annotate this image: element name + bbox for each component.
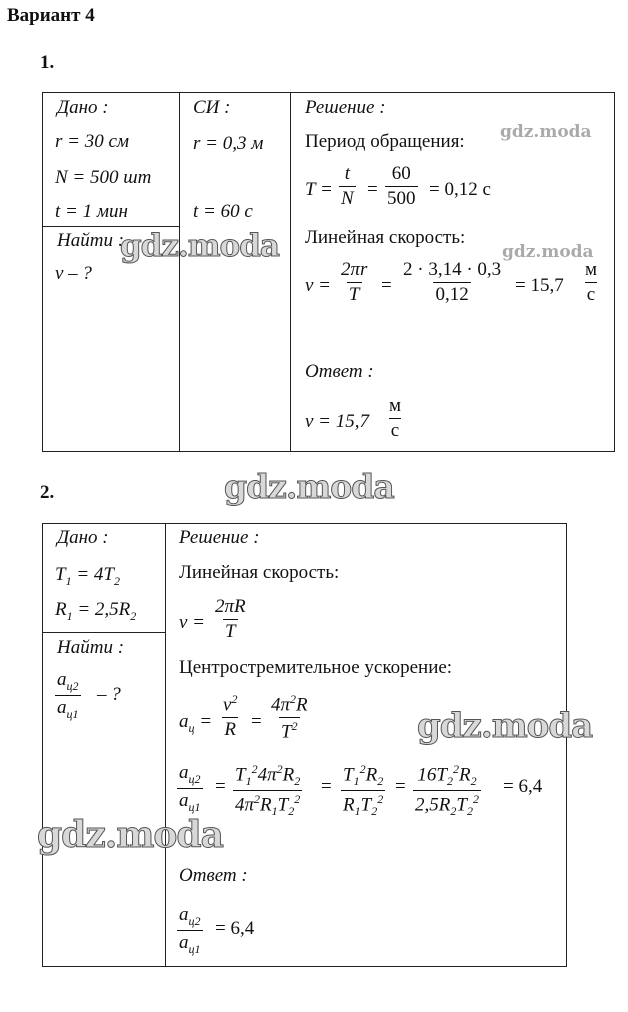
page-title: Вариант 4 [7, 5, 95, 26]
watermark-3: gdz.moda [417, 706, 593, 746]
problem-1-table: Дано : r = 30 см N = 500 шт t = 1 мин Найти : v – ? СИ : r = 0,3 м t = 60 с Решение : Период обращения: T = $\frac{t}{N}$ = $\frac{60}{500}$ = 0,12 с Линейная скорость: v = $\frac{2\pi r}{T}$ = $\frac{2 \cdot 3,14 \cdot 0,3}{0,12}$ = 15,7 м с Ответ : v = 15,7 м с [42, 92, 615, 452]
answer-value: = 6,4 [215, 918, 255, 939]
given-r: $R_1 = 2,5R_2$ [55, 599, 137, 623]
speed-lhs: v = [179, 612, 206, 633]
speed-fraction: $\frac{2\pi R}{T}$ [215, 596, 246, 642]
speed-unit: м с [585, 259, 598, 305]
ratio-fraction-3: $\frac{T_1^2R_2}{R_1T_2^2}$ [343, 762, 384, 819]
period-label: Период обращения: [305, 131, 465, 152]
period-fraction-2: $\frac{60}{500}$ [387, 163, 416, 209]
given-header: Дано : [57, 527, 109, 548]
problem-2-table: Дано : $T_1 = 4T_2$ $R_1 = 2,5R_2$ Найти : $a_{ц2}$ $a_{ц1}$ – ? Решение : Линейная скорость: v = $\frac{2\pi R}{T}$ Центростремительное ускорение: $a_ц$ = $\frac{v^2}{R}$ = $\frac{4\pi^2R}{T^2}$ $a_{ц2}$ $a_{ц1}$ = $\frac{T_1^24\pi^2R_2}{4\pi^2R_1T_2^2}$ = $\frac{T_1^2R_2}{R_1T_2^2}$ = $\frac{16T_2^2R_2}{2,5R_2T_2^2}$ = 6,4 Ответ : $a_{ц2}$ $a_{ц1}$ = 6,4 [42, 523, 567, 967]
find-header: Найти : [57, 230, 125, 251]
ratio-result: = 6,4 [503, 776, 543, 797]
find-suffix: – ? [97, 684, 121, 705]
speed-fraction-1: $\frac{2\pi r}{T}$ [341, 259, 368, 305]
watermark-2: gdz.moda [224, 467, 394, 506]
watermark-4: gdz.moda [37, 814, 223, 856]
si-header: СИ : [193, 97, 231, 118]
acc-fraction-2: $\frac{4\pi^2R}{T^2}$ [271, 692, 308, 743]
answer-unit: м с [389, 395, 402, 441]
period-result: = 0,12 с [429, 179, 491, 200]
speed-label: Линейная скорость: [305, 227, 466, 248]
speed-label: Линейная скорость: [179, 562, 340, 583]
si-r: r = 0,3 м [193, 133, 264, 154]
answer-header: Ответ : [179, 865, 248, 886]
speed-fraction-2: $\frac{2 \cdot 3,14 \cdot 0,3}{0,12}$ [403, 259, 502, 305]
speed-lhs: v = [305, 275, 332, 296]
ratio-fraction-2: $\frac{T_1^24\pi^2R_2}{4\pi^2R_1T_2^2}$ [235, 762, 301, 819]
acc-lhs: $a_ц$ = [179, 711, 213, 735]
watermark-small-2: gdz.moda [502, 242, 594, 262]
answer-header: Ответ : [305, 361, 374, 382]
solution-header: Решение : [305, 97, 386, 118]
find-fraction: $a_{ц2}$ $a_{ц1}$ [57, 669, 79, 721]
problem-1-number: 1. [40, 52, 55, 73]
ratio-fraction-1: $a_{ц2}$ $a_{ц1}$ [179, 762, 201, 814]
acc-label: Центростремительное ускорение: [179, 657, 453, 678]
acc-fraction-1: $\frac{v^2}{R}$ [223, 692, 238, 741]
solution-header: Решение : [179, 527, 260, 548]
speed-result: = 15,7 [515, 275, 564, 296]
period-lhs: T = [305, 179, 333, 200]
given-t: t = 1 мин [55, 201, 128, 222]
given-t: $T_1 = 4T_2$ [55, 564, 120, 588]
period-fraction-1: $\frac{t}{N}$ [341, 163, 354, 209]
answer-fraction: $a_{ц2}$ $a_{ц1}$ [179, 904, 201, 956]
given-header: Дано : [57, 97, 109, 118]
given-r: r = 30 см [55, 131, 130, 152]
ratio-fraction-4: $\frac{16T_2^2R_2}{2,5R_2T_2^2}$ [415, 762, 479, 819]
watermark-small-1: gdz.moda [500, 122, 592, 142]
problem-2-number: 2. [40, 482, 55, 503]
watermark-1: gdz.moda [120, 228, 279, 264]
si-t: t = 60 с [193, 201, 253, 222]
given-n: N = 500 шт [55, 167, 152, 188]
find-header: Найти : [57, 637, 125, 658]
answer-value: v = 15,7 [305, 411, 370, 432]
find-value: v – ? [55, 263, 92, 284]
